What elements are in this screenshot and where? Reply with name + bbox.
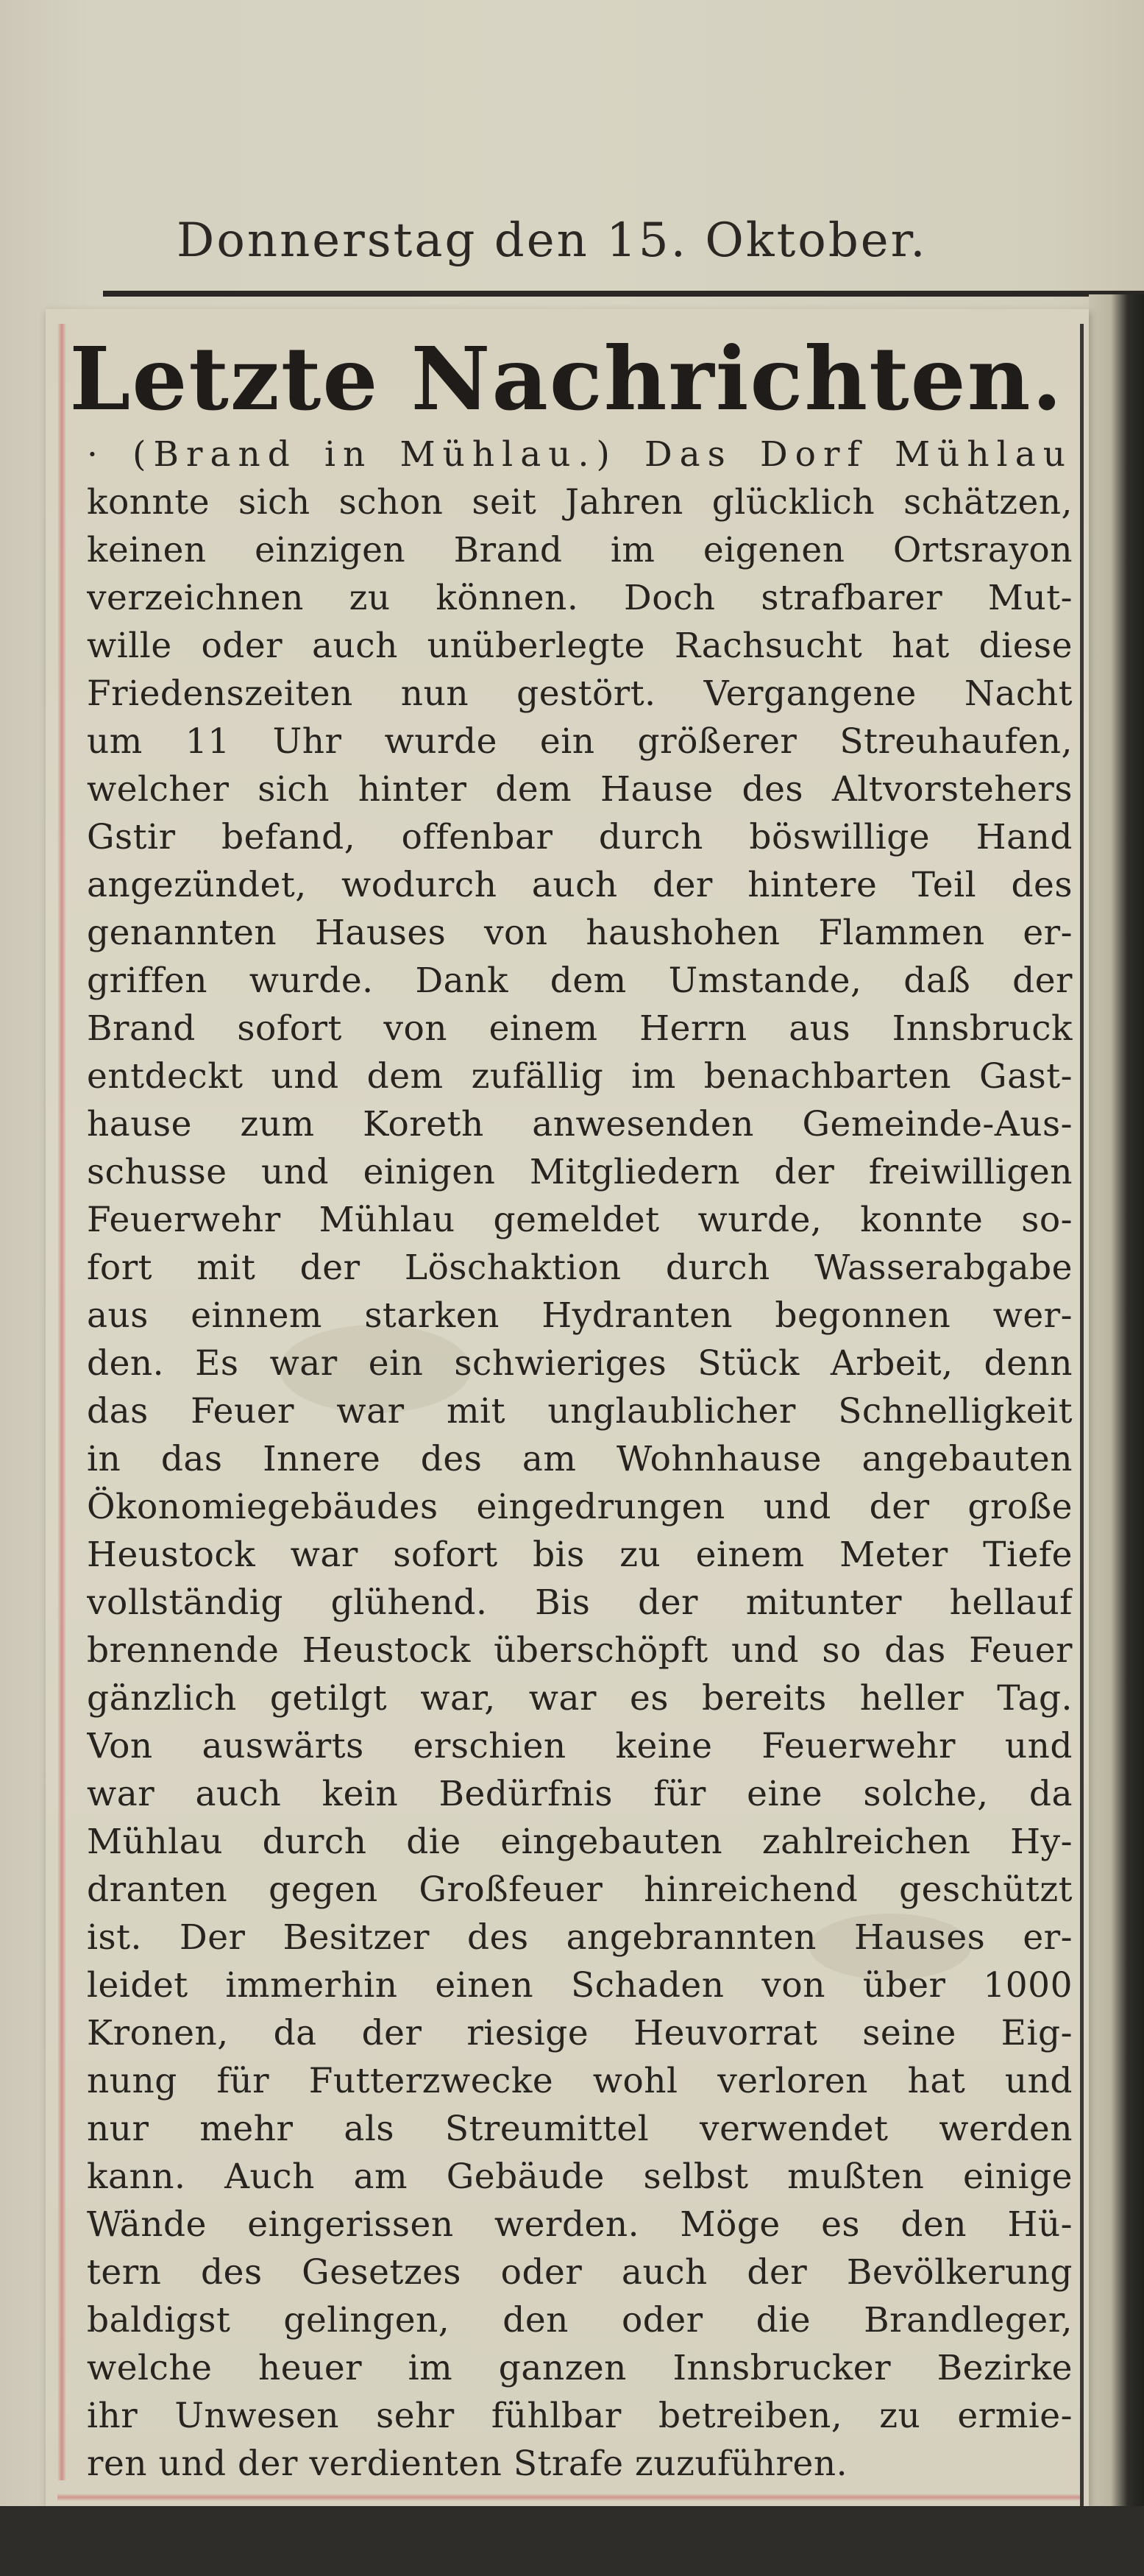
- article-line: ist. Der Besitzer des angebrannten Hauses er-: [87, 1917, 1073, 1958]
- article-line: griffen wurde. Dank dem Umstande, daß der: [87, 960, 1073, 1001]
- article-line: verzeichnen zu können. Doch strafbarer Mut-: [87, 578, 1073, 618]
- article-line: dranten gegen Großfeuer hinreichend geschützt: [87, 1869, 1073, 1910]
- article-line: welcher sich hinter dem Hause des Altvorstehers: [87, 769, 1073, 810]
- adjacent-page-edge: [1089, 294, 1144, 2576]
- article-line: ren und der verdienten Strafe zuzuführen.: [87, 2444, 848, 2484]
- top-rule: [103, 291, 1144, 297]
- article-line: Brand sofort von einem Herrn aus Innsbruck: [87, 1008, 1073, 1049]
- article-line: schusse und einigen Mitgliedern der freiwilligen: [87, 1152, 1073, 1192]
- article-line: keinen einzigen Brand im eigenen Ortsrayon: [87, 530, 1073, 570]
- article-body: [87, 431, 1073, 2488]
- article-line: kann. Auch am Gebäude selbst mußten einige: [87, 2156, 1073, 2197]
- red-margin-mark-left: [57, 324, 66, 2480]
- article-line: baldigst gelingen, den oder die Brandleger,: [87, 2300, 1073, 2340]
- article-line: Kronen, da der riesige Heuvorrat seine Eig-: [87, 2013, 1073, 2053]
- article-line: in das Innere des am Wohnhause angebauten: [87, 1439, 1073, 1479]
- article-line: brennende Heustock überschöpft und so das Feuer: [87, 1630, 1073, 1671]
- article-line: Ökonomiegebäudes eingedrungen und der große: [87, 1487, 1073, 1527]
- article-line: das Feuer war mit unglaublicher Schnelligkeit: [87, 1391, 1073, 1432]
- article-line: nung für Futterzwecke wohl verloren hat und: [87, 2061, 1073, 2101]
- article-line: angezündet, wodurch auch der hintere Teil des: [87, 865, 1073, 905]
- article-line: Von auswärts erschien keine Feuerwehr und: [87, 1726, 1073, 1766]
- red-margin-mark-bottom: [57, 2494, 1080, 2501]
- article-line: · (Brand in Mühlau.) Das Dorf Mühlau: [87, 434, 1073, 475]
- article-line: hause zum Koreth anwesenden Gemeinde-Aus-: [87, 1104, 1073, 1144]
- article-line: den. Es war ein schwieriges Stück Arbeit, denn: [87, 1343, 1073, 1384]
- column-rule: [1080, 324, 1084, 2576]
- article-line: tern des Gesetzes oder auch der Bevölkerung: [87, 2252, 1073, 2293]
- headline: Letzte Nachrichten.: [69, 328, 1064, 430]
- article-line: Wände eingerissen werden. Möge es den Hü-: [87, 2204, 1073, 2245]
- article-line: entdeckt und dem zufällig im benachbarten Gast-: [87, 1056, 1073, 1097]
- article-line: aus einnem starken Hydranten begonnen wer-: [87, 1295, 1073, 1336]
- article-line: Mühlau durch die eingebauten zahlreichen Hy-: [87, 1822, 1073, 1862]
- article-line: gänzlich getilgt war, war es bereits heller Tag.: [87, 1678, 1073, 1719]
- article-line: leidet immerhin einen Schaden von über 1000: [87, 1965, 1073, 2006]
- article-line: war auch kein Bedürfnis für eine solche, da: [87, 1774, 1073, 1814]
- article-line: Gstir befand, offenbar durch böswillige Hand: [87, 817, 1073, 857]
- article-line: um 11 Uhr wurde ein größerer Streuhaufen,: [87, 721, 1073, 762]
- article-line: vollständig glühend. Bis der mitunter hellauf: [87, 1582, 1073, 1623]
- scan-bottom-edge: [0, 2506, 1144, 2576]
- article-line: nur mehr als Streumittel verwendet werden: [87, 2109, 1073, 2149]
- article-line: wille oder auch unüberlegte Rachsucht hat diese: [87, 626, 1073, 666]
- article-line: ihr Unwesen sehr fühlbar betreiben, zu ermie-: [87, 2396, 1073, 2436]
- article-line: welche heuer im ganzen Innsbrucker Bezirke: [87, 2348, 1073, 2388]
- article-line: fort mit der Löschaktion durch Wasserabgabe: [87, 1248, 1073, 1288]
- article-line: Feuerwehr Mühlau gemeldet wurde, konnte so-: [87, 1200, 1073, 1240]
- article-line: Friedenszeiten nun gestört. Vergangene Nacht: [87, 673, 1073, 714]
- article-line: genannten Hauses von haushohen Flammen er-: [87, 913, 1073, 953]
- article-line: Heustock war sofort bis zu einem Meter Tiefe: [87, 1535, 1073, 1575]
- article-line: konnte sich schon seit Jahren glücklich schätzen,: [87, 482, 1073, 523]
- date-line: Donnerstag den 15. Oktober.: [177, 213, 928, 268]
